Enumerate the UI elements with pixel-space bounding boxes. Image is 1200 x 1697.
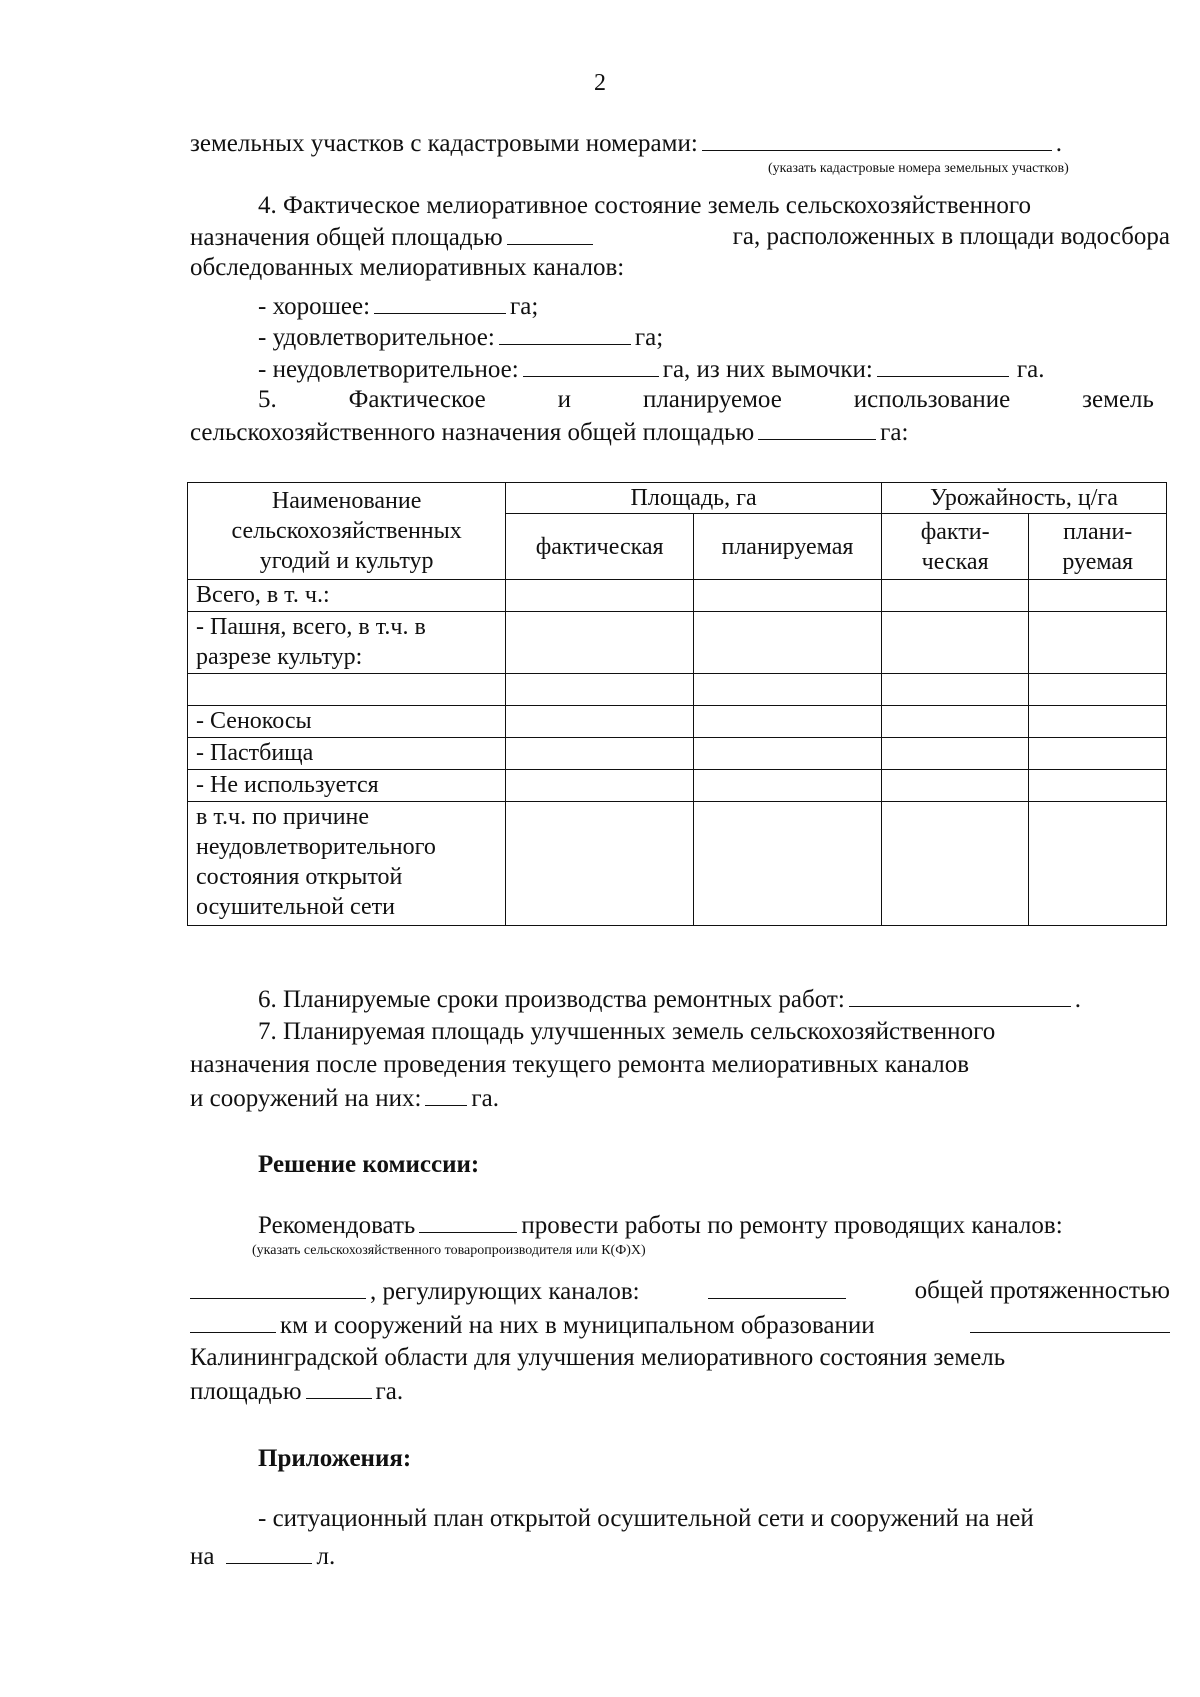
decision-heading: Решение комиссии:: [258, 1151, 480, 1178]
table-row: [188, 580, 1167, 612]
cell-area-plan[interactable]: [694, 802, 882, 926]
decision-recommend: Рекомендовать: [258, 1212, 416, 1239]
col-land-name-header: Наименование сельскохозяйственных угодий и культур: [188, 483, 506, 580]
item5-word: и: [557, 386, 572, 413]
condition-good-blank[interactable]: [374, 291, 506, 314]
cell-area-fact[interactable]: [506, 802, 694, 926]
item5-word: планируемое: [642, 386, 782, 413]
cell-area-fact[interactable]: [506, 770, 694, 802]
item7-line2-text: назначения после проведения текущего ремонта мелиоративных каналов: [190, 1051, 970, 1078]
item4-line3: обследованных мелиоративных каналов:: [190, 254, 625, 281]
col-area-plan-header: планируемая: [694, 514, 882, 580]
decision-line1: [258, 1210, 1170, 1241]
decision-line5: [190, 1376, 1170, 1407]
regulating-canals-blank[interactable]: [708, 1276, 846, 1299]
item4-line1-text: 4. Фактическое мелиоративное состояние земель сельскохозяйственного: [258, 192, 1031, 219]
repair-dates-blank[interactable]: [849, 984, 1071, 1007]
intro-line: [190, 128, 1170, 159]
condition-good-unit: га;: [510, 293, 539, 320]
improved-area-blank[interactable]: [425, 1083, 467, 1106]
cell-area-fact[interactable]: [506, 706, 694, 738]
cell-area-plan[interactable]: [694, 612, 882, 674]
condition-unsatisfactory: [258, 354, 1170, 385]
row-label: Всего, в т. ч.:: [188, 580, 506, 612]
cell-yield-fact[interactable]: [881, 802, 1029, 926]
condition-good-label: - хорошее:: [258, 293, 371, 320]
item5-word: 5.: [258, 386, 277, 413]
condition-unsatisfactory-blank[interactable]: [523, 354, 659, 377]
appendix-line1: - ситуационный план открытой осушительной сети и сооружений на ней: [258, 1505, 1034, 1532]
municipality-blank[interactable]: [970, 1310, 1170, 1333]
row-label: - Сенокосы: [188, 706, 506, 738]
table-row: [188, 738, 1167, 770]
row-label: в т.ч. по причине неудовлетворительного состояния открытой осушительной сети: [188, 802, 506, 926]
table-row: [188, 674, 1167, 706]
col-area-group-header: Площадь, га: [506, 483, 882, 514]
cell-yield-plan[interactable]: [1029, 802, 1167, 926]
decision-area-unit: га.: [375, 1378, 404, 1405]
appendix-line2: [190, 1541, 1170, 1572]
page-number: 2: [594, 70, 606, 96]
condition-good: [258, 291, 1170, 322]
table-row: [188, 770, 1167, 802]
cell-yield-fact[interactable]: [881, 706, 1029, 738]
cell-yield-fact[interactable]: [881, 580, 1029, 612]
sheets-count-blank[interactable]: [226, 1541, 312, 1564]
producer-note: (указать сельскохозяйственного товаропроизводителя или К(Ф)Х): [252, 1243, 646, 1258]
condition-unsatisfactory-label: - неудовлетворительное:: [258, 356, 519, 383]
cell-yield-plan[interactable]: [1029, 674, 1167, 706]
producer-blank[interactable]: [419, 1210, 517, 1233]
item6-line: [258, 984, 1170, 1015]
decision-km-text: км и сооружений на них в муниципальном образовании: [280, 1312, 875, 1339]
decision-total-length: общей протяженностью: [914, 1277, 1170, 1304]
cell-yield-fact[interactable]: [881, 674, 1029, 706]
table-row: [188, 612, 1167, 674]
cell-yield-plan[interactable]: [1029, 770, 1167, 802]
cell-yield-plan[interactable]: [1029, 580, 1167, 612]
col-yield-group-header: Урожайность, ц/га: [881, 483, 1166, 514]
item5-total-area-blank[interactable]: [758, 417, 876, 440]
cadastral-note: (указать кадастровые номера земельных участков): [768, 161, 1069, 176]
col-yield-fact-header: факти-ческая: [881, 514, 1029, 580]
col-yield-plan-header: плани-руемая: [1029, 514, 1167, 580]
condition-satisfactory-blank[interactable]: [499, 322, 631, 345]
cell-yield-plan[interactable]: [1029, 706, 1167, 738]
item5-line1: [258, 385, 1154, 415]
land-use-table: [187, 482, 1167, 926]
decision-area-label: площадью: [190, 1378, 302, 1405]
cell-area-plan[interactable]: [694, 770, 882, 802]
row-label: - Пашня, всего, в т.ч. в разрезе культур:: [188, 612, 506, 674]
cell-area-fact[interactable]: [506, 580, 694, 612]
item7-area-label: и сооружений на них:: [190, 1085, 422, 1112]
decision-line2: [190, 1276, 1170, 1307]
cell-yield-fact[interactable]: [881, 612, 1029, 674]
cell-area-plan[interactable]: [694, 580, 882, 612]
cell-area-plan[interactable]: [694, 738, 882, 770]
table-header-row-1: [188, 483, 1167, 514]
intro-text: земельных участков с кадастровыми номерами:: [190, 130, 698, 157]
condition-satisfactory-label: - удовлетворительное:: [258, 324, 495, 351]
decision-line3: [190, 1310, 1170, 1341]
decision-line4: [190, 1343, 1170, 1373]
waterlogging-blank[interactable]: [877, 354, 1009, 377]
row-label[interactable]: [188, 674, 506, 706]
length-km-blank[interactable]: [190, 1310, 276, 1333]
item4-total-area-label: назначения общей площадью: [190, 224, 503, 251]
cell-yield-plan[interactable]: [1029, 612, 1167, 674]
cell-yield-plan[interactable]: [1029, 738, 1167, 770]
supply-canals-blank[interactable]: [190, 1276, 366, 1299]
cell-yield-fact[interactable]: [881, 770, 1029, 802]
item6-text: 6. Планируемые сроки производства ремонтных работ:: [258, 986, 845, 1013]
table-row: [188, 706, 1167, 738]
appendix-on: на: [190, 1543, 215, 1570]
waterlogging-unit: га.: [1016, 356, 1045, 383]
table-row: [188, 802, 1167, 926]
appendix-heading: Приложения:: [258, 1445, 412, 1472]
item4-line2-rest: га, расположенных в площади водосбора: [732, 223, 1170, 250]
intro-end: .: [1055, 130, 1063, 157]
item4-line1: [258, 191, 1170, 221]
cell-area-plan[interactable]: [694, 674, 882, 706]
item5-word: Фактическое: [348, 386, 486, 413]
cell-area-fact[interactable]: [506, 612, 694, 674]
item7-area-unit: га.: [471, 1085, 500, 1112]
item4-total-area-blank[interactable]: [507, 222, 593, 245]
condition-unsatisfactory-of-them: га, из них вымочки:: [662, 356, 873, 383]
appendix-sheets-unit: л.: [316, 1543, 336, 1570]
cell-area-plan[interactable]: [694, 706, 882, 738]
item5-word: земель: [1082, 386, 1154, 413]
cell-yield-fact[interactable]: [881, 738, 1029, 770]
decision-area-blank[interactable]: [306, 1376, 372, 1399]
cadastral-blank[interactable]: [702, 128, 1052, 151]
decision-line4-text: Калининградской области для улучшения мелиоративного состояния земель: [190, 1344, 1006, 1371]
condition-satisfactory-unit: га;: [634, 324, 664, 351]
decision-regulating: , регулирующих каналов:: [370, 1278, 640, 1305]
item6-end: .: [1074, 986, 1082, 1013]
item4-line2: [190, 222, 1170, 253]
col-area-fact-header: фактическая: [506, 514, 694, 580]
item5-word: использование: [853, 386, 1011, 413]
item5-line2: [190, 417, 1170, 448]
row-label: - Пастбища: [188, 738, 506, 770]
item7-line2: [190, 1050, 1170, 1080]
item7-line3: [190, 1083, 1170, 1114]
item5-total-area-label: сельскохозяйственного назначения общей площадью: [190, 419, 755, 446]
cell-area-fact[interactable]: [506, 738, 694, 770]
condition-satisfactory: [258, 322, 1170, 353]
item7-line1-text: 7. Планируемая площадь улучшенных земель сельскохозяйственного: [258, 1018, 996, 1045]
item7-line1: [258, 1017, 1170, 1047]
cell-area-fact[interactable]: [506, 674, 694, 706]
row-label: - Не используется: [188, 770, 506, 802]
decision-conduct: провести работы по ремонту проводящих каналов:: [521, 1212, 1063, 1239]
item5-total-area-unit: га:: [880, 419, 909, 446]
